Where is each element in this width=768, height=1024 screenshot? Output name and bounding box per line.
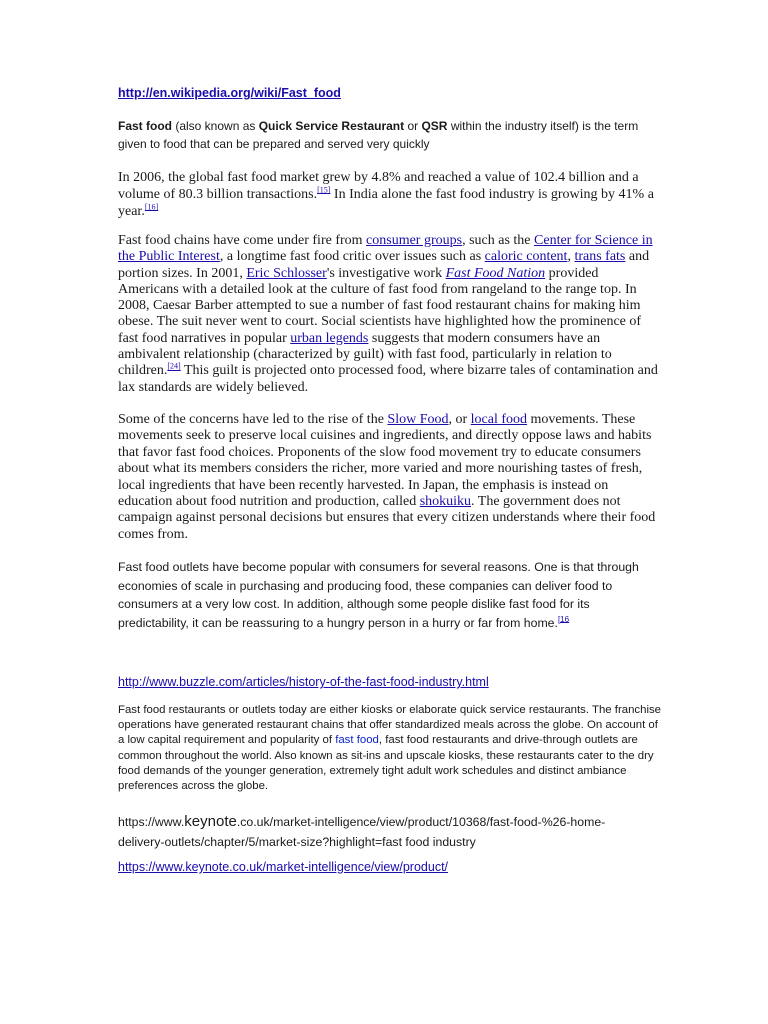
- paragraph-text: provided Americans with a detailed look at the culture of fast food from rangeland to the range top. In 2008, Caesar Barber attempted to sue a number of fast food restaurant chains for making him obese. The suit never went to court. Social scientists have highlighted how the prominence of fast food narratives in popular: [118, 265, 642, 346]
- paragraph-popularity: [118, 558, 658, 632]
- link-consumer-groups[interactable]: consumer groups: [366, 233, 463, 248]
- citation-link[interactable]: [16]: [144, 202, 159, 212]
- paragraph-text: , or: [448, 412, 471, 427]
- url-text: .co.uk/market-intelligence/view/product/10368/fast-food-%26-home-delivery-outlets/chapter/5/market-size?highlight=fast food industry: [118, 815, 606, 849]
- paragraph-market-growth: [118, 169, 658, 220]
- paragraph-text: movements. These movements seek to preserve local cuisines and ingredients, and directly oppose laws and habits that favor fast food choices. Proponents of the slow food movement try to educate consumers about what its members considers the richer, more varied and more nourishing tastes of fresh, local ingredients that have been recently harvested. In Japan, the emphasis is instead on education about food nutrition and production, called: [118, 412, 652, 510]
- term-qsr-name: Quick Service Restaurant: [258, 119, 405, 133]
- paragraph-text: Some of the concerns have led to the rise of the: [118, 412, 388, 427]
- paragraph-text: Fast food restaurants or outlets today are either kiosks or elaborate quick service restaurants. The franchise operations have generated restaurant chains that offer standardized meals across the globe. On account of a low capital requirement and popularity of: [118, 704, 662, 747]
- link-caloric-content[interactable]: caloric content: [484, 249, 568, 265]
- paragraph-text: In 2006, the global fast food market grew by 4.8% and reached a value of 102.4 billion and a volume of 80.3 billion transactions.: [118, 170, 639, 202]
- paragraph-buzzle: [118, 703, 663, 794]
- paragraph-slow-food: [118, 412, 658, 543]
- link-local-food[interactable]: local food: [470, 412, 528, 427]
- intro-definition: [118, 117, 658, 153]
- paragraph-criticism: [118, 233, 658, 396]
- link-cspi[interactable]: Center for Science in the Public Interest: [118, 233, 653, 265]
- keynote-url-link[interactable]: https://www.keynote.co.uk/market-intelligence/view/product/: [118, 860, 449, 874]
- paragraph-text: . The government does not campaign against personal decisions but ensures that every citizen understands where their food comes from.: [118, 494, 656, 542]
- buzzle-url-link[interactable]: http://www.buzzle.com/articles/history-of-the-fast-food-industry.html: [118, 675, 489, 689]
- link-fast-food[interactable]: fast food: [335, 734, 379, 747]
- wikipedia-source-link-block: [118, 86, 658, 100]
- paragraph-text: and portion sizes. In 2001,: [118, 249, 650, 281]
- citation-link[interactable]: [15]: [317, 185, 331, 195]
- wikipedia-url-link[interactable]: http://en.wikipedia.org/wiki/Fast_food: [118, 86, 341, 100]
- keynote-source-link-block: [118, 860, 658, 874]
- url-text-large: keynote: [184, 813, 237, 830]
- paragraph-text: , such as the: [462, 233, 535, 248]
- paragraph-text: 's investigative work: [326, 265, 446, 281]
- citation-link[interactable]: [24]: [167, 361, 181, 371]
- paragraph-text: This guilt is projected onto processed food, where bizarre tales of contamination and lax standards are widely believed.: [118, 363, 658, 395]
- url-text: https://www.: [118, 815, 185, 829]
- buzzle-source-link-block: [118, 675, 658, 689]
- keynote-url-text: [118, 812, 638, 852]
- link-fast-food-nation[interactable]: Fast Food Nation: [445, 265, 546, 281]
- paragraph-text: ,: [567, 249, 575, 265]
- link-eric-schlosser[interactable]: Eric Schlosser: [246, 265, 327, 281]
- link-trans-fats[interactable]: trans fats: [574, 249, 626, 265]
- link-slow-food[interactable]: Slow Food: [387, 412, 449, 427]
- link-shokuiku[interactable]: shokuiku: [419, 494, 472, 510]
- paragraph-text: In India alone the fast food industry is growing by 41% a year.: [118, 187, 654, 219]
- paragraph-text: Fast food chains have come under fire from: [118, 233, 367, 248]
- paragraph-text: , a longtime fast food critic over issues such as: [219, 249, 485, 265]
- intro-text: (also known as: [172, 119, 259, 133]
- term-fast-food: Fast food: [118, 119, 172, 133]
- term-qsr: QSR: [421, 119, 448, 133]
- paragraph-text: Fast food outlets have become popular with consumers for several reasons. One is that through economies of scale in purchasing and producing food, these companies can deliver food to consumers at a very low cost. In addition, although some people dislike fast food for its predictability, it can be reassuring to a hungry person in a hurry or far from home.: [118, 560, 639, 630]
- link-urban-legends[interactable]: urban legends: [290, 330, 369, 346]
- citation-link[interactable]: [16: [557, 614, 570, 624]
- intro-text: or: [404, 119, 422, 133]
- intro-text: within the industry itself) is the term given to food that can be prepared and served very quickly: [118, 119, 639, 151]
- paragraph-text: , fast food restaurants and drive-through outlets are common throughout the world. Also known as sit-ins and upscale kiosks, these restaurants cater to the dry food demands of the younger generation, extremely tight adult work schedules and distinct ambiance preferences across the globe.: [118, 734, 654, 793]
- paragraph-text: suggests that modern consumers have an ambivalent relationship (characterized by guilt) with fast food, particularly in relation to children.: [118, 330, 612, 379]
